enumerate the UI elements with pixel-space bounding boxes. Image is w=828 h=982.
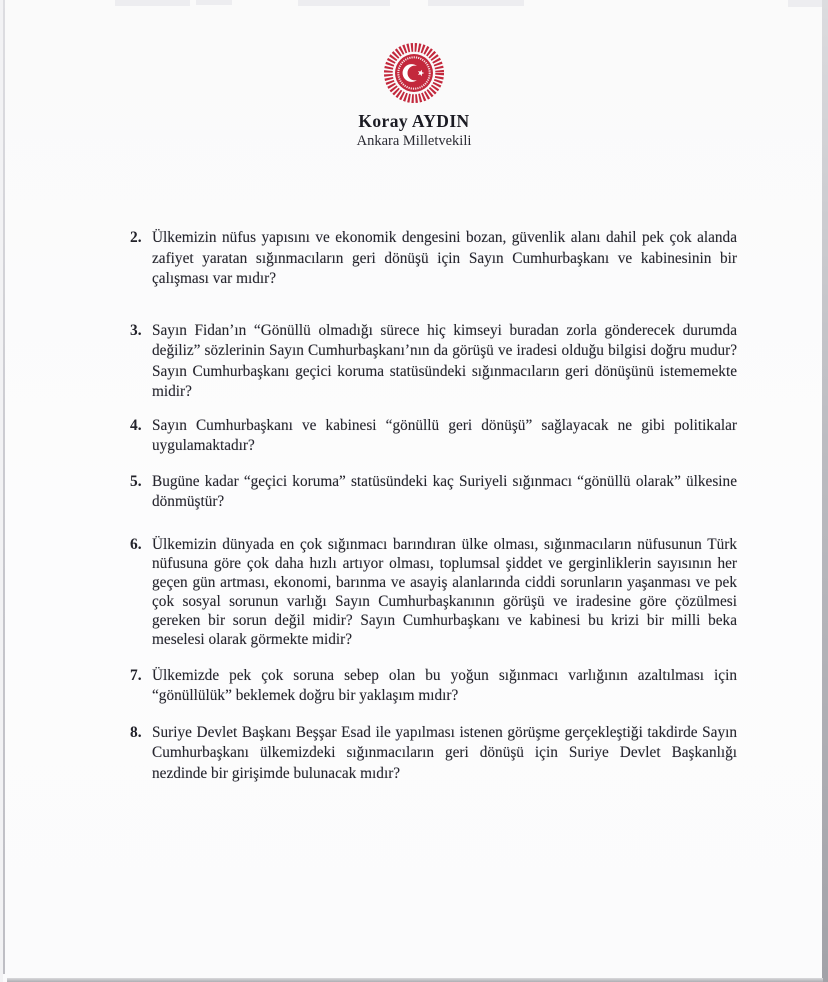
question-number: 2. bbox=[130, 229, 142, 246]
question-number: 8. bbox=[130, 723, 142, 741]
scan-artifact bbox=[788, 0, 824, 7]
question-number: 4. bbox=[130, 416, 142, 434]
document-header bbox=[0, 42, 828, 150]
deputy-name: Koray AYDIN bbox=[358, 111, 470, 131]
page-edge-right bbox=[822, 0, 828, 982]
scan-artifact bbox=[428, 0, 524, 6]
question-item bbox=[130, 416, 737, 457]
question-number: 7. bbox=[130, 666, 142, 684]
question-list bbox=[130, 228, 737, 784]
question-text: Suriye Devlet Başkanı Beşşar Esad ile yapılması istenen görüşme gerçekleştiği takdirde Sayın Cumhurbaşkanı ülkemizdeki sığınmacıların geri dönüşü için Suriye Devlet Başkanlığı nezdinde bir girişimde bulunacak mıdır? bbox=[152, 723, 737, 782]
question-item bbox=[130, 535, 737, 649]
page-edge-bottom bbox=[7, 978, 823, 982]
scan-artifact bbox=[298, 0, 390, 6]
question-item bbox=[130, 723, 737, 785]
question-item bbox=[130, 666, 737, 707]
question-text: Ülkemizin nüfus yapısını ve ekonomik dengesini bozan, güvenlik alanı dahil pek çok alanda zafiyet yaratan sığınmacıların geri dönüşü için Sayın Cumhurbaşkanı ve kabinesinin bir çalışması var mıdır? bbox=[152, 229, 737, 287]
question-text: Ülkemizde pek çok soruna sebep olan bu yoğun sığınmacı varlığının azaltılması için “gönüllülük” beklemek doğru bir yaklaşım mıdır? bbox=[152, 666, 737, 704]
question-text: Ülkemizin dünyada en çok sığınmacı barındıran ülke olması, sığınmacıların nüfusunun Türk nüfusuna göre çok daha hızlı artıyor olması, toplumsal şiddet ve gerginliklerin sayısının her geçen gün artması, ekonomi, barınma ve asayiş alanlarında ciddi sorunların yaşanması ve pek çok sosyal sorunun varlığı Sayın Cumhurbaşkanının görüşü ve iradesine göre çözülmesi gereken bir sorun değil midir? Sayın Cumhurbaşkanı ve kabinesi bu krizi bir milli beka meselesi olarak görmekte midir? bbox=[152, 535, 737, 648]
tbmm-emblem-icon bbox=[383, 42, 445, 104]
deputy-title: Ankara Milletvekili bbox=[356, 133, 472, 149]
question-text: Sayın Fidan’ın “Gönüllü olmadığı sürece hiç kimseyi buradan zorla gönderecek durumda değiliz” sözlerinin Sayın Cumhurbaşkanı’nın da görüşü ve iradesi olduğu bilgisi doğru mudur? Sayın Cumhurbaşkanı geçici koruma statüsündeki sığınmacıların geri dönüşünü istememekte midir? bbox=[152, 321, 737, 400]
scan-artifact bbox=[115, 0, 190, 6]
page-edge-left bbox=[3, 0, 5, 974]
question-text: Sayın Cumhurbaşkanı ve kabinesi “gönüllü geri dönüşü” sağlayacak ne gibi politikalar uygulamaktadır? bbox=[152, 416, 737, 454]
question-number: 5. bbox=[130, 472, 142, 490]
scan-artifact bbox=[196, 0, 232, 5]
question-number: 3. bbox=[130, 321, 142, 339]
question-item bbox=[130, 321, 737, 403]
question-item bbox=[130, 228, 737, 290]
question-text: Bugüne kadar “geçici koruma” statüsündeki kaç Suriyeli sığınmacı “gönüllü olarak” ülkesine dönmüştür? bbox=[152, 472, 737, 510]
question-item bbox=[130, 472, 737, 513]
question-number: 6. bbox=[130, 535, 142, 553]
